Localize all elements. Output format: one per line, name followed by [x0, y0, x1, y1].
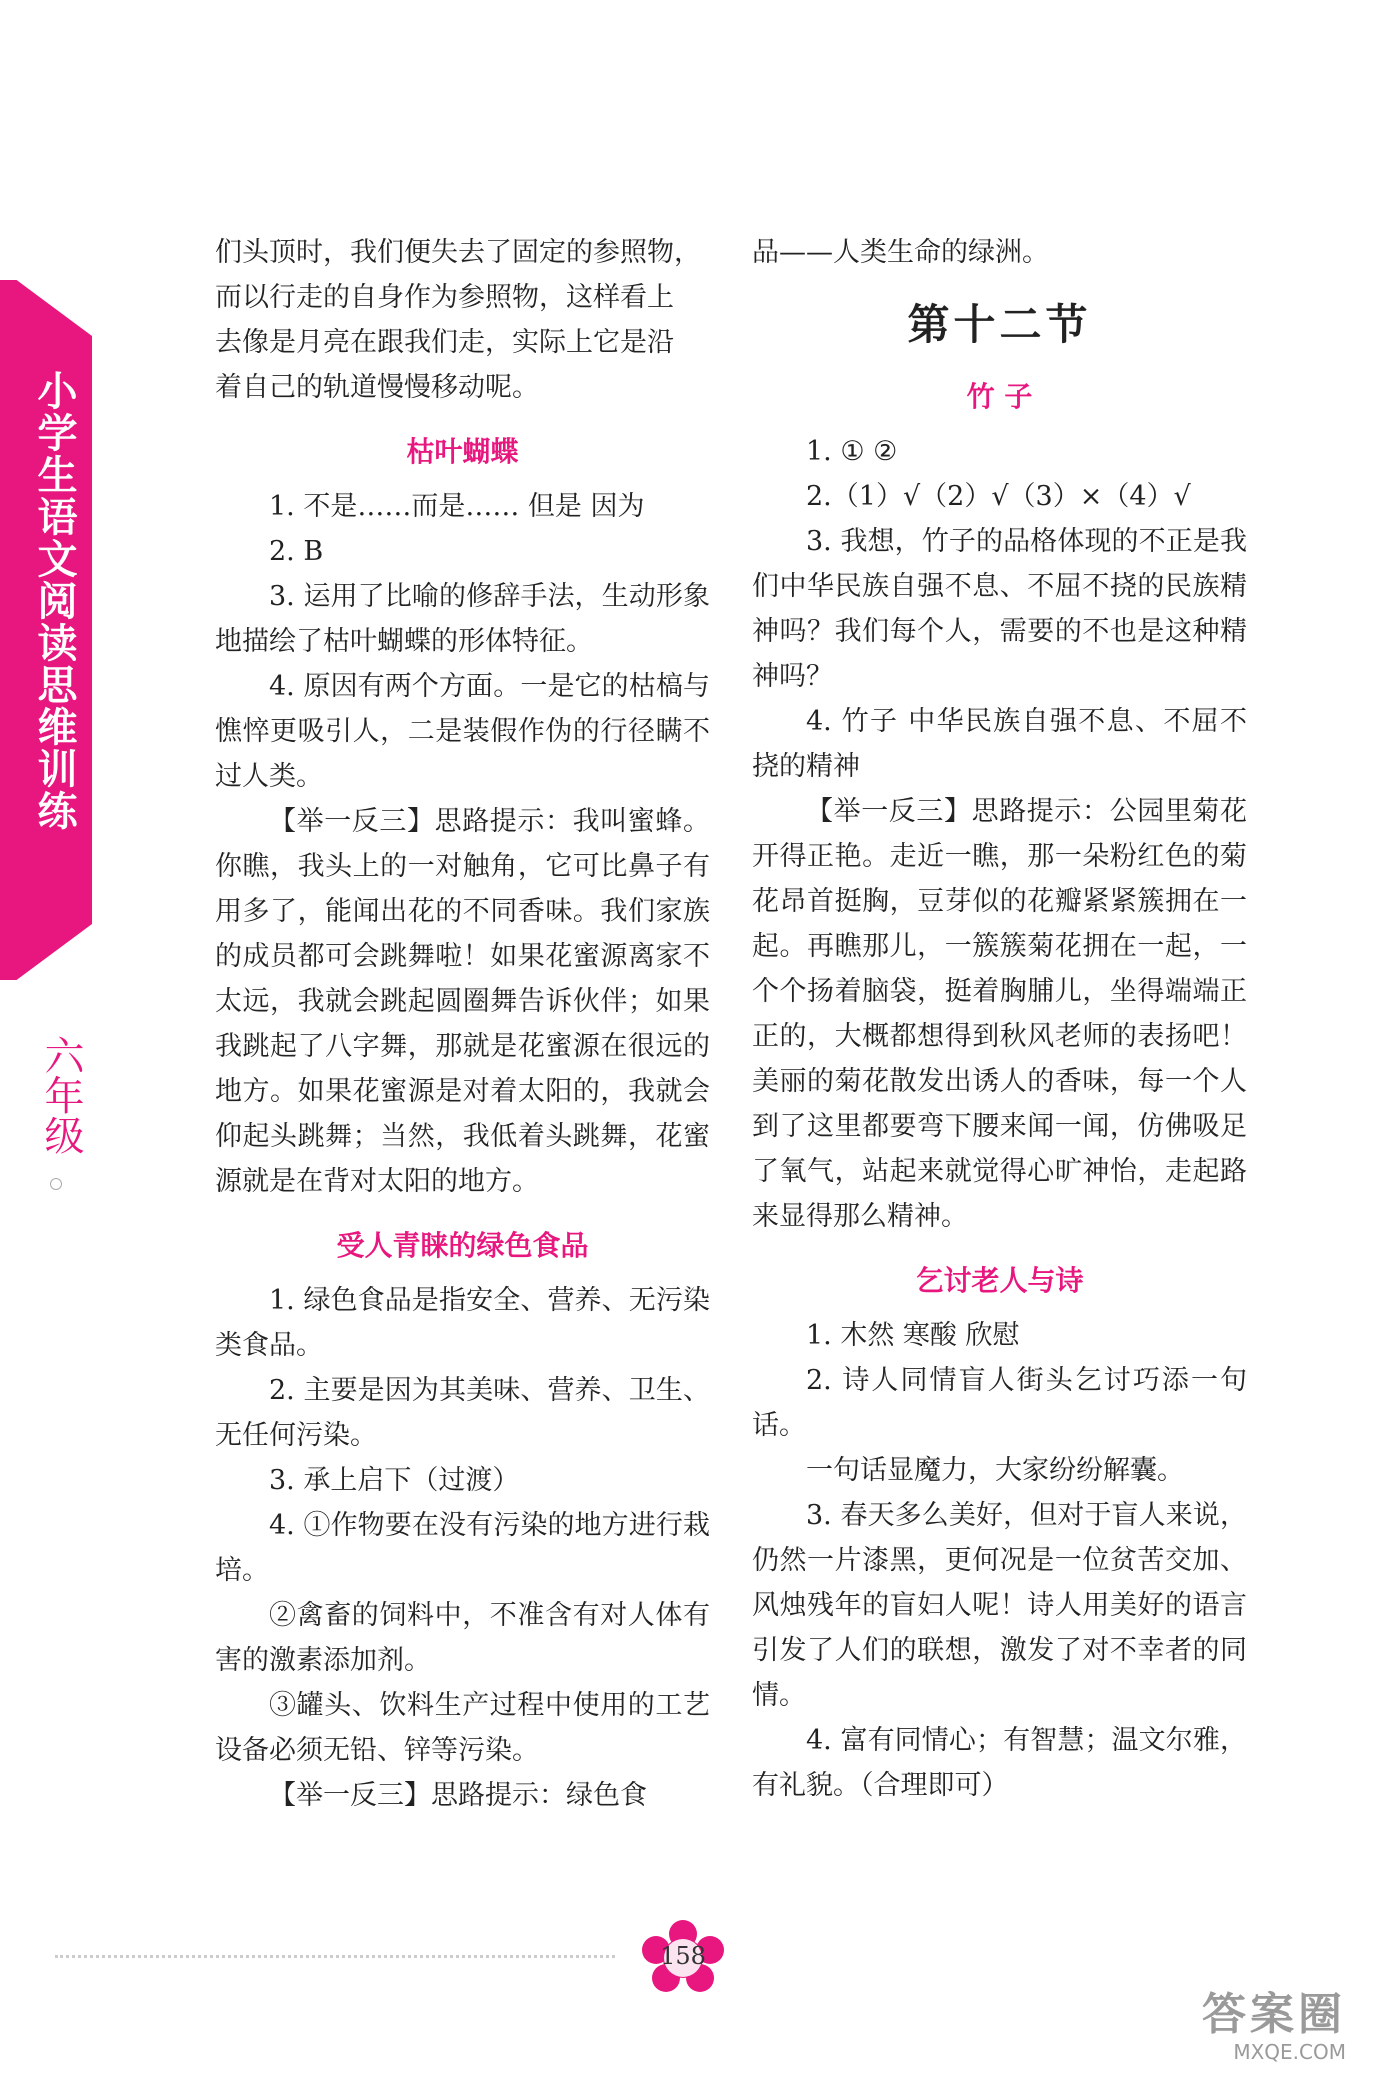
answer-paragraph: 【举一反三】思路提示：我叫蜜蜂。你瞧，我头上的一对触角，它可比鼻子有用多了，能闻出花的不同香味。我们家族的成员都可会跳舞啦！如果花蜜源离家不太远，我就会跳起圆圈舞告诉伙伴；如果我跳起了八字舞，那就是花蜜源在很远的地方。如果花蜜源是对着太阳的，我就会仰起头跳舞；当然，我低着头跳舞，花蜜源就是在背对太阳的地方。: [215, 806, 710, 1197]
intro-line: 着自己的轨道慢慢移动呢。: [215, 372, 539, 403]
right-column: [752, 230, 1247, 1808]
answer-paragraph: 1. ① ②: [806, 436, 898, 467]
page-number-badge: [638, 1920, 728, 1994]
answer-paragraph: 1. 不是……而是…… 但是 因为: [269, 491, 645, 522]
answer-paragraph: 2. 主要是因为其美味、营养、卫生、无任何污染。: [215, 1375, 710, 1451]
section-title-beggar-poem: 乞讨老人与诗: [915, 1264, 1084, 1297]
grade-dot-icon: [50, 1178, 62, 1190]
answer-paragraph: 3. 我想，竹子的品格体现的不正是我们中华民族自强不息、不屈不挠的民族精神吗？我们每个人，需要的不也是这种精神吗？: [752, 526, 1247, 692]
footer-divider: [55, 1955, 615, 1962]
answer-paragraph: ②禽畜的饲料中，不准含有对人体有害的激素添加剂。: [215, 1600, 710, 1676]
section-title-bamboo: 竹 子: [966, 380, 1033, 413]
answer-paragraph: 【举一反三】思路提示：公园里菊花开得正艳。走近一瞧，那一朵粉红色的菊花昂首挺胸，豆芽似的花瓣紧紧簇拥在一起。再瞧那儿，一簇簇菊花拥在一起，一个个扬着脑袋，挺着胸脯儿，坐得端端正正的，大概都想得到秋风老师的表扬吧！美丽的菊花散发出诱人的香味，每一个人到了这里都要弯下腰来闻一闻，仿佛吸足了氧气，站起来就觉得心旷神怡，走起路来显得那么精神。: [752, 796, 1247, 1232]
intro-line: 而以行走的自身作为参照物，这样看上: [215, 282, 674, 313]
answer-paragraph: 【举一反三】思路提示：绿色食: [269, 1780, 647, 1811]
series-title: 小学生语文阅读思维训练: [31, 370, 77, 832]
watermark-logo: 答案圈: [1202, 1989, 1346, 2040]
answer-paragraph: 4. 富有同情心；有智慧；温文尔雅，有礼貌。（合理即可）: [752, 1725, 1247, 1801]
watermark: [1116, 1990, 1346, 2070]
page-number: 158: [660, 1942, 706, 1970]
answer-paragraph: 4. 竹子 中华民族自强不息、不屈不挠的精神: [752, 706, 1247, 782]
answer-paragraph: 1. 木然 寒酸 欣慰: [806, 1320, 1020, 1351]
answer-paragraph: 3. 运用了比喻的修辞手法，生动形象地描绘了枯叶蝴蝶的形体特征。: [215, 581, 710, 657]
answer-paragraph: 2. B: [269, 536, 324, 567]
answer-paragraph: 2.（1）√（2）√（3）×（4）√: [806, 481, 1191, 512]
watermark-url: MXQE.COM: [1233, 2040, 1346, 2064]
intro-line: 去像是月亮在跟我们走，实际上它是沿: [215, 327, 674, 358]
answer-paragraph: ③罐头、饮料生产过程中使用的工艺设备必须无铅、锌等污染。: [215, 1690, 710, 1766]
section-title-kuye-hudie: 枯叶蝴蝶: [406, 435, 519, 468]
answer-paragraph: 1. 绿色食品是指安全、营养、无污染类食品。: [215, 1285, 710, 1361]
answer-paragraph: 2. 诗人同情盲人街头乞讨巧添一句话。: [752, 1365, 1247, 1441]
left-column: [215, 230, 710, 1818]
chapter-title: 第十二节: [907, 300, 1092, 349]
continuation-line: 品——人类生命的绿洲。: [752, 237, 1049, 268]
section-title-green-food: 受人青睐的绿色食品: [336, 1229, 589, 1262]
grade-label: 六年级: [38, 1035, 84, 1155]
intro-line: 们头顶时，我们便失去了固定的参照物，: [215, 237, 701, 268]
answer-paragraph: 4. 原因有两个方面。一是它的枯槁与憔悴更吸引人，二是装假作伪的行径瞒不过人类。: [215, 671, 710, 792]
answer-paragraph: 3. 春天多么美好，但对于盲人来说，仍然一片漆黑，更何况是一位贫苦交加、风烛残年的盲妇人呢！诗人用美好的语言引发了人们的联想，激发了对不幸者的同情。: [752, 1500, 1247, 1711]
answer-paragraph: 4. ①作物要在没有污染的地方进行栽培。: [215, 1510, 710, 1586]
answer-paragraph: 3. 承上启下（过渡）: [269, 1465, 520, 1496]
answer-paragraph: 一句话显魔力，大家纷纷解囊。: [806, 1455, 1184, 1486]
